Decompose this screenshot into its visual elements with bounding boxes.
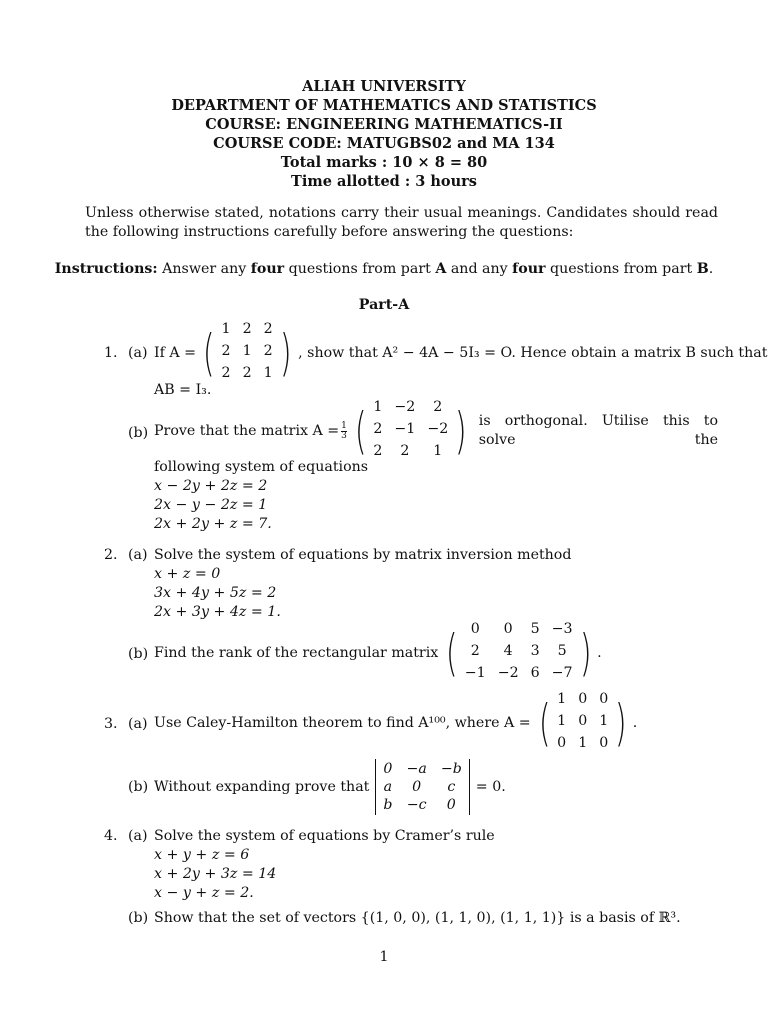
matrix-entry: 2 <box>470 643 480 659</box>
matrix-entry: 2 <box>373 443 383 459</box>
equation: x + 2y + 3z = 14 <box>154 866 277 882</box>
matrix-grid <box>554 690 611 756</box>
equation: x + y + z = 6 <box>154 847 250 863</box>
right-paren: ) <box>615 694 627 752</box>
matrix-entry: 0 <box>578 713 588 729</box>
q1a-text-2: , show that A² − 4A − 5I₃ = O. Hence obtain a matrix B such that <box>298 344 768 361</box>
q2b-matrix <box>442 620 595 686</box>
matrix-entry: 0 <box>446 797 456 813</box>
q1b-text-1: Prove that the matrix A = <box>154 422 340 439</box>
left-paren: ( <box>538 694 551 752</box>
right-paren: ) <box>579 624 592 682</box>
matrix-entry: −1 <box>394 421 416 437</box>
q3a-end: . <box>632 714 638 731</box>
left-paren: ( <box>354 402 367 460</box>
subpart-label: (b) <box>128 910 149 926</box>
equation: 2x − y − 2z = 1 <box>154 497 268 513</box>
determinant-grid <box>380 760 464 814</box>
left-paren: ( <box>202 324 215 382</box>
matrix-entry: 2 <box>373 421 383 437</box>
equation: x − 2y + 2z = 2 <box>154 478 268 494</box>
q3a-matrix <box>535 690 631 756</box>
matrix-entry: −2 <box>394 399 416 415</box>
matrix-entry: 3 <box>530 643 540 659</box>
matrix-entry: 0 <box>470 621 480 637</box>
subpart-label: (a) <box>128 345 148 361</box>
matrix-entry: 0 <box>599 735 609 751</box>
matrix-entry: −a <box>406 761 427 777</box>
matrix-entry: 2 <box>400 443 410 459</box>
q2b-end: . <box>597 644 602 661</box>
matrix-entry: 1 <box>433 443 443 459</box>
matrix-entry: −b <box>440 761 462 777</box>
matrix-entry: −1 <box>464 665 486 681</box>
q2a-text: Solve the system of equations by matrix inversion method <box>154 547 572 563</box>
question-number: 1. <box>104 345 118 361</box>
subpart-label: (a) <box>128 547 148 563</box>
intro-paragraph: Unless otherwise stated, notations carry their usual meanings. Candidates should read the following instructions carefully before answering the questions: <box>85 205 718 240</box>
instr-text-4: questions from part <box>545 261 697 277</box>
question-number: 2. <box>104 547 118 563</box>
instr-text-5: . <box>708 261 714 277</box>
matrix-entry: 2 <box>242 365 252 381</box>
right-paren: ) <box>455 402 467 460</box>
equation: 2x + 3y + 4z = 1. <box>154 604 281 620</box>
instr-bold-4: B <box>696 261 709 277</box>
matrix-entry: 5 <box>530 621 540 637</box>
total-marks: Total marks : 10 × 8 = 80 <box>280 154 488 171</box>
subpart-label: (b) <box>128 646 149 662</box>
subpart-label: (b) <box>128 425 149 441</box>
q3a-line <box>154 691 638 752</box>
matrix-entry: −3 <box>551 621 573 637</box>
department-name: DEPARTMENT OF MATHEMATICS AND STATISTICS <box>171 97 597 114</box>
time-allotted: Time allotted : 3 hours <box>291 173 477 190</box>
matrix-entry: c <box>447 779 456 795</box>
matrix-entry: 6 <box>530 665 540 681</box>
matrix-entry: a <box>383 779 393 795</box>
matrix-entry: −7 <box>551 665 573 681</box>
matrix-entry: −c <box>406 797 427 813</box>
q1b-text-2: is orthogonal. Utilise this to solve the <box>478 413 718 448</box>
matrix-entry: 1 <box>242 343 252 359</box>
fraction-denominator: 3 <box>341 430 347 441</box>
matrix-entry: −2 <box>427 421 449 437</box>
page-number: 1 <box>379 949 389 965</box>
matrix-entry: 0 <box>503 621 513 637</box>
instr-bold-2: A <box>435 261 447 277</box>
q1a-matrix <box>199 320 295 386</box>
matrix-entry: 0 <box>578 691 588 707</box>
instructions-label: Instructions: <box>54 261 158 277</box>
matrix-entry: 1 <box>373 399 383 415</box>
matrix-entry: 2 <box>242 321 252 337</box>
matrix-entry: 2 <box>433 399 443 415</box>
q1b-text-3: following system of equations <box>154 459 369 475</box>
q3b-determinant <box>375 759 469 815</box>
instr-bold-3: four <box>512 261 546 277</box>
subpart-label: (a) <box>128 828 148 844</box>
course-code: COURSE CODE: MATUGBS02 and MA 134 <box>213 135 555 152</box>
equation: x − y + z = 2. <box>154 885 254 901</box>
matrix-grid <box>219 320 276 386</box>
matrix-entry: 1 <box>557 713 567 729</box>
q4b-text: Show that the set of vectors {(1, 0, 0), (1, 1, 0), (1, 1, 1)} is a basis of ℝ³. <box>154 910 681 926</box>
matrix-entry: 2 <box>221 365 231 381</box>
q2b-line <box>154 621 602 682</box>
q1b-line <box>154 399 718 460</box>
instructions-line <box>0 260 768 279</box>
question-number: 4. <box>104 828 118 844</box>
part-title: Part-A <box>358 297 410 313</box>
matrix-entry: 1 <box>263 365 273 381</box>
fraction-numerator: 1 <box>341 420 347 431</box>
matrix-entry: 1 <box>578 735 588 751</box>
matrix-entry: b <box>383 797 393 813</box>
matrix-entry: 0 <box>412 779 422 795</box>
q3b-end: = 0. <box>475 778 506 795</box>
equation: 3x + 4y + 5z = 2 <box>154 585 277 601</box>
university-name: ALIAH UNIVERSITY <box>302 78 466 95</box>
q4a-text: Solve the system of equations by Cramer’s rule <box>154 828 495 844</box>
matrix-entry: 1 <box>557 691 567 707</box>
equation: 2x + 2y + z = 7. <box>154 516 272 532</box>
matrix-grid <box>370 398 451 464</box>
equation: x + z = 0 <box>154 566 221 582</box>
matrix-entry: 1 <box>599 713 609 729</box>
q3a-text: Use Caley-Hamilton theorem to find A¹⁰⁰, where A = <box>154 714 531 731</box>
matrix-entry: 4 <box>503 643 513 659</box>
q1a-text-1: If A = <box>154 344 197 361</box>
instr-text-2: questions from part <box>284 261 436 277</box>
subpart-label: (a) <box>128 716 148 732</box>
q1b-matrix <box>351 398 471 464</box>
matrix-entry: 2 <box>221 343 231 359</box>
q3b-line <box>154 758 506 816</box>
matrix-entry: 0 <box>599 691 609 707</box>
one-third-fraction <box>341 422 347 441</box>
matrix-entry: −2 <box>497 665 519 681</box>
q1a-line <box>154 321 768 382</box>
course-name: COURSE: ENGINEERING MATHEMATICS-II <box>205 116 563 133</box>
matrix-entry: 2 <box>263 343 273 359</box>
right-paren: ) <box>279 324 292 382</box>
left-paren: ( <box>446 624 458 682</box>
q1a-text-3: AB = I₃. <box>154 382 212 398</box>
subpart-label: (b) <box>128 779 149 795</box>
matrix-entry: 2 <box>263 321 273 337</box>
matrix-entry: 1 <box>221 321 231 337</box>
question-number: 3. <box>104 716 118 732</box>
matrix-entry: 0 <box>557 735 567 751</box>
instr-bold-1: four <box>250 261 285 277</box>
matrix-grid <box>462 620 576 686</box>
q2b-text: Find the rank of the rectangular matrix <box>154 644 439 661</box>
matrix-entry: 5 <box>557 643 567 659</box>
matrix-entry: 0 <box>383 761 393 777</box>
instr-text-3: and any <box>446 261 513 277</box>
q3b-text: Without expanding prove that <box>154 778 370 795</box>
exam-header <box>0 77 768 191</box>
instr-text-1: Answer any <box>157 261 251 277</box>
